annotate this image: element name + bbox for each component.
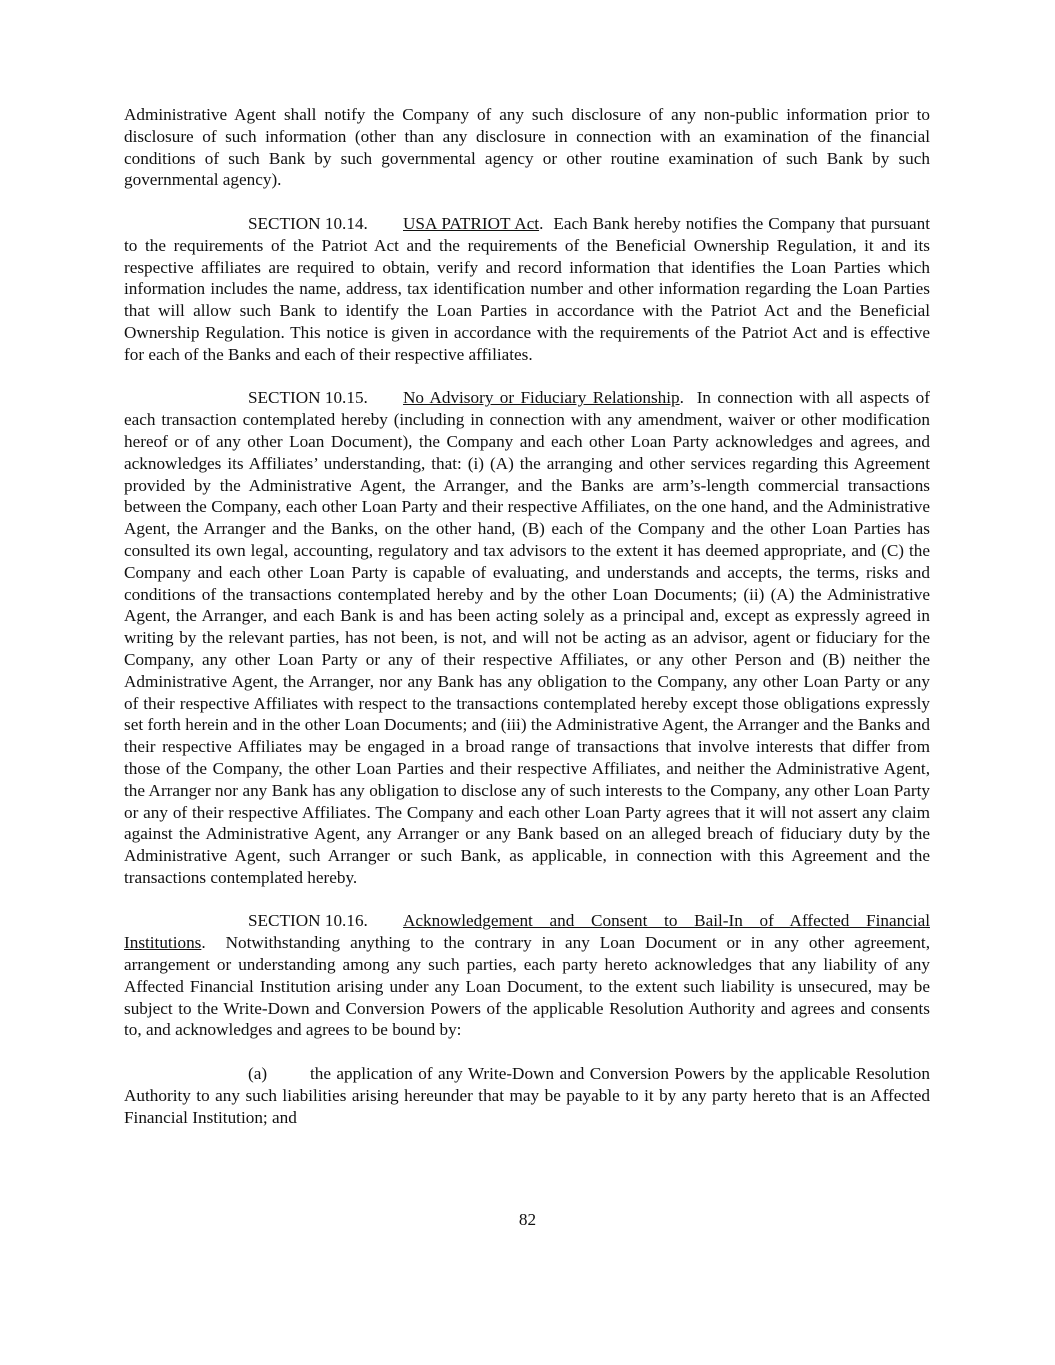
- section-number: SECTION 10.15.: [248, 388, 368, 408]
- section-title-punctuation: .: [539, 213, 544, 233]
- subitem-text: the application of any Write-Down and Conversion Powers by the applicable Resolution Authority to any such liabilities arising hereunder that may be payable to it by any party hereto that is an Affected Financial Institution; and: [124, 1064, 930, 1127]
- section-title: USA PATRIOT Act: [403, 213, 540, 233]
- section-10-14-paragraph: [124, 213, 930, 366]
- section-title: No Advisory or Fiduciary Relationship: [403, 388, 680, 408]
- section-number: SECTION 10.16.: [248, 911, 368, 931]
- section-title-punctuation: .: [679, 388, 684, 408]
- section-body: Each Bank hereby notifies the Company that pursuant to the requirements of the Patriot Act and the requirements of the Beneficial Ownership Regulation, it and its respective affiliates are required to obtain, verify and record information that identifies the Loan Parties which information includes the name, address, tax identification number and other information regarding the Loan Parties that will allow such Bank to identify the Loan Parties in accordance with the Patriot Act and the Beneficial Ownership Regulation. This notice is given in accordance with the requirements of the Patriot Act and is effective for each of the Banks and each of their respective affiliates.: [124, 213, 931, 364]
- page-number: 82: [518, 1210, 537, 1229]
- section-title-punctuation: .: [201, 933, 206, 953]
- section-title: Acknowledgement and Consent to Bail-In of Affected Financial Institutions: [124, 911, 930, 953]
- continuation-paragraph: Administrative Agent shall notify the Company of any such disclosure of any non-public information prior to disclosure of such information (other than any disclosure in connection with an examination of the financial conditions of such Bank by such governmental agency or other routine examination of such Bank by such governmental agency).: [124, 105, 930, 190]
- section-10-16-paragraph: [124, 910, 930, 1041]
- section-body: Notwithstanding anything to the contrary in any Loan Document or in any other agreement, arrangement or understanding among any such parties, each party hereto acknowledges that any liability of any Affected Financial Institution arising under any Loan Document, to the extent such liability is unsecured, may be subject to the Write-Down and Conversion Powers of the applicable Resolution Authority and agrees and consents to, and acknowledges and agrees to be bound by:: [124, 933, 931, 1040]
- document-page: [124, 104, 930, 1150]
- section-body: In connection with all aspects of each transaction contemplated hereby (including in connection with any amendment, waiver or other modification hereof or of any other Loan Document), the Company and each other Loan Party acknowledges and agrees, and acknowledges its Affiliates’ understanding, that: (i) (A) the arranging and other services regarding this Agreement provided by the Administrative Agent, the Arranger, and the Banks are arm’s-length commercial transactions between the Company, each other Loan Party and their respective Affiliates, on the one hand, and the Administrative Agent, the Arranger and the Banks, on the other hand, (B) each of the Company and the other Loan Parties has consulted its own legal, accounting, regulatory and tax advisors to the extent it has deemed appropriate, and (C) the Company and each other Loan Party is capable of evaluating, and understands and accepts, the terms, risks and conditions of the transactions contemplated hereby and by the other Loan Documents; (ii) (A) the Administrative Agent, the Arranger, and each Bank is and has been acting solely as a principal and, except as expressly agreed in writing by the relevant parties, has not been, is not, and will not be acting as an advisor, agent or fiduciary for the Company, any other Loan Party or any of their respective Affiliates, or any other Person and (B) neither the Administrative Agent, the Arranger, nor any Bank has any obligation to the Company, any other Loan Party or any of their respective Affiliates with respect to the transactions contemplated hereby except those obligations expressly set forth herein and in the other Loan Documents; and (iii) the Administrative Agent, the Arranger and the Banks and their respective Affiliates may be engaged in a broad range of transactions that involve interests that differ from those of the Company, the other Loan Parties and their respective Affiliates, and neither the Administrative Agent, the Arranger nor any Bank has any obligation to disclose any of such interests to the Company, any other Loan Party or any of their respective Affiliates. The Company and each other Loan Party agrees that it will not assert any claim against the Administrative Agent, any Arranger or any Bank based on an alleged breach of fiduciary duty by the Administrative Agent, such Arranger or such Bank, as applicable, in connection with this Agreement and the transactions contemplated hereby.: [124, 388, 930, 887]
- subitem-a-paragraph: [124, 1063, 930, 1128]
- subitem-label: (a): [248, 1064, 268, 1084]
- section-number: SECTION 10.14.: [248, 213, 368, 233]
- section-10-15-paragraph: [124, 387, 930, 888]
